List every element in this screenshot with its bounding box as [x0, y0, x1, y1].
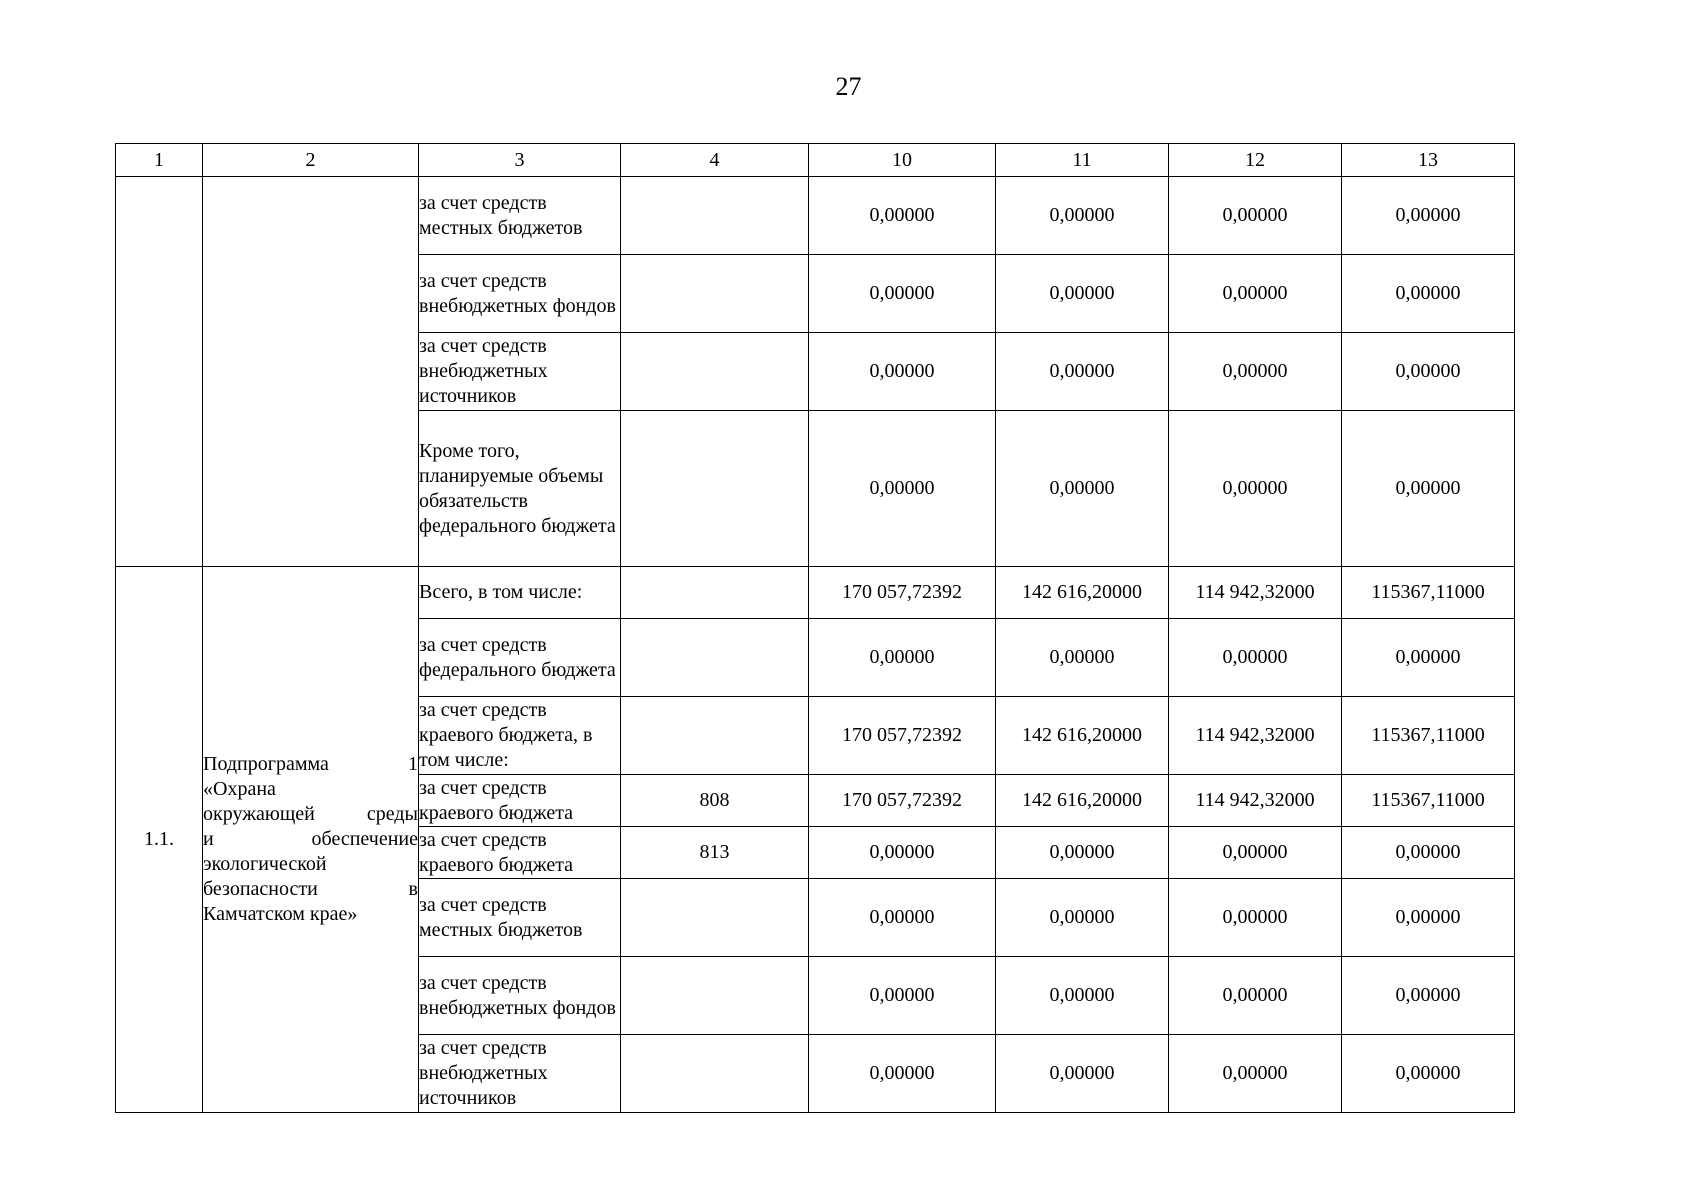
value-cell: 0,00000	[1169, 827, 1342, 879]
value-cell: 0,00000	[1342, 1035, 1515, 1113]
value-cell: 0,00000	[996, 879, 1169, 957]
value-cell: 114 942,32000	[1169, 567, 1342, 619]
value-cell: 0,00000	[1342, 177, 1515, 255]
budget-table	[115, 143, 1515, 1113]
code-cell	[621, 411, 809, 567]
value-cell: 0,00000	[1342, 255, 1515, 333]
value-cell: 0,00000	[1169, 411, 1342, 567]
value-cell: 0,00000	[1169, 177, 1342, 255]
subprogram-title-line: окружающей среды	[203, 803, 418, 825]
subprogram-title	[203, 567, 419, 1113]
header-cell: 12	[1169, 144, 1342, 177]
value-cell: 0,00000	[809, 255, 996, 333]
value-cell: 170 057,72392	[809, 775, 996, 827]
header-cell: 13	[1342, 144, 1515, 177]
funding-source-cell: за счет средств внебюджетных источников	[419, 1035, 621, 1113]
value-cell: 114 942,32000	[1169, 775, 1342, 827]
subprogram-number: 1.1.	[116, 567, 203, 1113]
value-cell: 0,00000	[809, 879, 996, 957]
header-cell: 3	[419, 144, 621, 177]
funding-source-cell: за счет средств краевого бюджета	[419, 775, 621, 827]
funding-source-cell: Кроме того, планируемые объемы обязательств федерального бюджета	[419, 411, 621, 567]
value-cell: 0,00000	[809, 827, 996, 879]
subprogram-title-line: Камчатском крае»	[203, 903, 358, 925]
value-cell: 0,00000	[1169, 957, 1342, 1035]
empty-number-cell	[116, 177, 203, 567]
funding-source-cell: за счет средств внебюджетных фондов	[419, 255, 621, 333]
header-cell: 11	[996, 144, 1169, 177]
value-cell: 0,00000	[809, 411, 996, 567]
value-cell: 0,00000	[996, 1035, 1169, 1113]
table-row	[116, 567, 1515, 619]
subprogram-title-line: безопасности в	[203, 878, 418, 900]
subprogram-title-line: экологической	[203, 853, 327, 875]
value-cell: 0,00000	[996, 255, 1169, 333]
value-cell: 0,00000	[809, 957, 996, 1035]
value-cell: 0,00000	[1342, 333, 1515, 411]
value-cell: 0,00000	[996, 619, 1169, 697]
code-cell	[621, 879, 809, 957]
value-cell: 170 057,72392	[809, 697, 996, 775]
table-row	[116, 177, 1515, 255]
value-cell: 0,00000	[1342, 827, 1515, 879]
funding-source-cell: за счет средств федерального бюджета	[419, 619, 621, 697]
value-cell: 115367,11000	[1342, 567, 1515, 619]
funding-source-cell: за счет средств краевого бюджета, в том числе:	[419, 697, 621, 775]
subprogram-title-line: Подпрограмма 1	[203, 753, 418, 775]
value-cell: 170 057,72392	[809, 567, 996, 619]
empty-title-cell	[203, 177, 419, 567]
value-cell: 0,00000	[1169, 1035, 1342, 1113]
value-cell: 0,00000	[1169, 333, 1342, 411]
value-cell: 0,00000	[1342, 957, 1515, 1035]
code-cell: 808	[621, 775, 809, 827]
funding-source-cell: за счет средств внебюджетных источников	[419, 333, 621, 411]
header-row	[116, 144, 1515, 177]
value-cell: 0,00000	[996, 957, 1169, 1035]
value-cell: 0,00000	[1342, 879, 1515, 957]
subprogram-title-line: «Охрана	[203, 778, 276, 800]
subprogram-title-line: и обеспечение	[203, 828, 418, 850]
value-cell: 142 616,20000	[996, 697, 1169, 775]
header-cell: 10	[809, 144, 996, 177]
value-cell: 0,00000	[996, 827, 1169, 879]
funding-source-cell: за счет средств краевого бюджета	[419, 827, 621, 879]
value-cell: 0,00000	[996, 333, 1169, 411]
value-cell: 115367,11000	[1342, 697, 1515, 775]
value-cell: 0,00000	[1169, 879, 1342, 957]
code-cell	[621, 697, 809, 775]
value-cell: 0,00000	[809, 333, 996, 411]
value-cell: 0,00000	[1342, 411, 1515, 567]
value-cell: 142 616,20000	[996, 775, 1169, 827]
code-cell	[621, 957, 809, 1035]
value-cell: 0,00000	[996, 411, 1169, 567]
funding-source-cell: Всего, в том числе:	[419, 567, 621, 619]
value-cell: 0,00000	[809, 177, 996, 255]
funding-source-cell: за счет средств внебюджетных фондов	[419, 957, 621, 1035]
page-number: 27	[835, 72, 862, 101]
code-cell	[621, 333, 809, 411]
code-cell	[621, 177, 809, 255]
value-cell: 142 616,20000	[996, 567, 1169, 619]
code-cell	[621, 567, 809, 619]
code-cell	[621, 1035, 809, 1113]
code-cell	[621, 619, 809, 697]
value-cell: 114 942,32000	[1169, 697, 1342, 775]
header-cell: 1	[116, 144, 203, 177]
value-cell: 115367,11000	[1342, 775, 1515, 827]
header-cell: 4	[621, 144, 809, 177]
value-cell: 0,00000	[996, 177, 1169, 255]
value-cell: 0,00000	[809, 619, 996, 697]
value-cell: 0,00000	[1169, 255, 1342, 333]
header-cell: 2	[203, 144, 419, 177]
value-cell: 0,00000	[809, 1035, 996, 1113]
code-cell	[621, 255, 809, 333]
code-cell: 813	[621, 827, 809, 879]
value-cell: 0,00000	[1342, 619, 1515, 697]
funding-source-cell: за счет средств местных бюджетов	[419, 177, 621, 255]
value-cell: 0,00000	[1169, 619, 1342, 697]
funding-source-cell: за счет средств местных бюджетов	[419, 879, 621, 957]
